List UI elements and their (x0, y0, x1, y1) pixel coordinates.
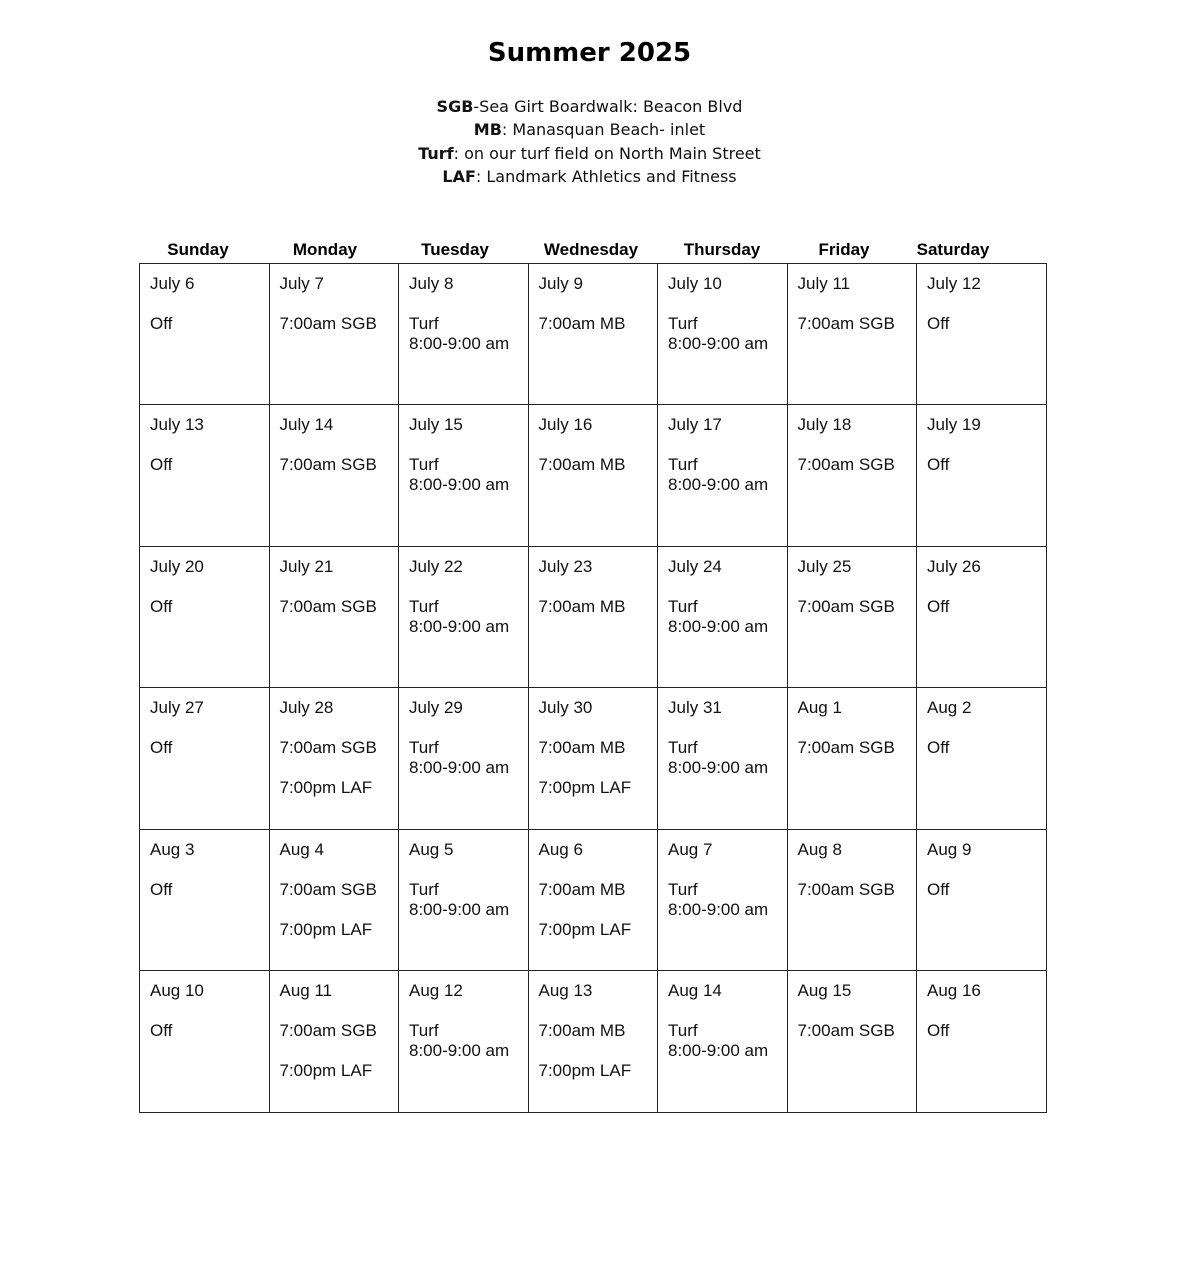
day-date: July 8 (409, 274, 454, 293)
legend-abbr: MB (473, 120, 502, 140)
session-line: 8:00-9:00 am (409, 758, 510, 777)
day-date: July 27 (150, 698, 204, 717)
day-date: July 21 (279, 557, 334, 576)
day-date: Aug 10 (150, 981, 204, 1000)
day-date: July 16 (538, 415, 593, 434)
day-date: July 7 (279, 274, 324, 293)
session-line: Off (150, 1021, 173, 1040)
session-line: Turf (409, 597, 439, 616)
session-line: 7:00am MB (538, 314, 626, 333)
calendar-day-cell (140, 405, 270, 547)
day-cell-content (270, 688, 399, 798)
day-cell-content (788, 830, 917, 900)
legend-desc: : Manasquan Beach- inlet (501, 120, 706, 140)
legend-abbr: Turf (418, 143, 454, 163)
day-date: Aug 5 (409, 840, 454, 859)
calendar-day-cell (658, 405, 788, 547)
evening-session-line: 7:00pm LAF (538, 920, 632, 939)
day-cell-content (917, 547, 1046, 617)
day-cell-content (270, 405, 399, 475)
day-cell-content (658, 547, 787, 637)
session-line: Off (927, 455, 950, 474)
schedule-calendar (139, 263, 1047, 1113)
calendar-day-cell (269, 405, 399, 547)
day-date: July 9 (538, 274, 583, 293)
session-line: 8:00-9:00 am (409, 900, 510, 919)
day-date: Aug 6 (538, 840, 583, 859)
day-date: Aug 1 (797, 698, 842, 717)
session-line: 7:00am SGB (797, 455, 895, 474)
calendar-day-cell (917, 830, 1047, 971)
day-cell-content (917, 830, 1046, 900)
session-line: Off (927, 880, 950, 899)
day-cell-content (140, 547, 269, 617)
calendar-day-cell (140, 971, 270, 1113)
day-date: Aug 2 (927, 698, 972, 717)
day-date: July 13 (150, 415, 204, 434)
day-date: July 28 (279, 698, 334, 717)
evening-session-line: 7:00pm LAF (279, 1061, 373, 1080)
day-date: Aug 7 (668, 840, 713, 859)
day-date: July 31 (668, 698, 722, 717)
session-line: 8:00-9:00 am (668, 1041, 769, 1060)
day-date: July 26 (927, 557, 981, 576)
day-cell-content (399, 547, 528, 637)
calendar-day-cell (917, 405, 1047, 547)
day-date: Aug 13 (538, 981, 593, 1000)
day-date: July 12 (927, 274, 981, 293)
session-line: 7:00am SGB (279, 738, 377, 757)
day-cell-content (399, 688, 528, 778)
calendar-day-cell (528, 688, 658, 830)
session-line: Turf (409, 455, 439, 474)
calendar-day-cell (917, 547, 1047, 688)
day-cell-content (399, 971, 528, 1061)
session-line: Off (150, 597, 173, 616)
legend-item-sgb (0, 95, 1179, 118)
calendar-day-cell (269, 971, 399, 1113)
session-line: 8:00-9:00 am (409, 617, 510, 636)
day-cell-content (529, 971, 658, 1081)
day-cell-content (658, 971, 787, 1061)
day-date: July 15 (409, 415, 463, 434)
calendar-day-cell (917, 688, 1047, 830)
session-line: 7:00am MB (538, 597, 626, 616)
day-cell-content (270, 830, 399, 940)
calendar-day-cell (528, 547, 658, 688)
session-line: Off (150, 880, 173, 899)
weekday-monday: Monday (292, 240, 358, 259)
session-line: 7:00am MB (538, 1021, 626, 1040)
legend-desc: -Sea Girt Boardwalk: Beacon Blvd (473, 97, 743, 116)
day-cell-content (529, 688, 658, 798)
session-line: 8:00-9:00 am (409, 1041, 510, 1060)
weekday-wednesday: Wednesday (543, 240, 639, 259)
day-cell-content (270, 547, 399, 617)
session-line: 8:00-9:00 am (668, 758, 769, 777)
session-line: 7:00am SGB (797, 597, 895, 616)
calendar-week-row (140, 971, 1047, 1113)
calendar-day-cell (399, 971, 529, 1113)
session-line: Turf (409, 314, 439, 333)
day-cell-content (658, 405, 787, 495)
day-cell-content (140, 405, 269, 475)
day-cell-content (399, 264, 528, 354)
day-cell-content (917, 405, 1046, 475)
calendar-day-cell (528, 830, 658, 971)
day-cell-content (270, 264, 399, 334)
day-date: Aug 4 (279, 840, 324, 859)
evening-session-line: 7:00pm LAF (538, 778, 632, 797)
session-line: 8:00-9:00 am (668, 617, 769, 636)
session-line: Off (150, 455, 173, 474)
session-line: Turf (409, 1021, 439, 1040)
session-line: 7:00am SGB (279, 597, 377, 616)
session-line: 7:00am SGB (797, 1021, 895, 1040)
legend-abbr: SGB (436, 97, 474, 116)
day-cell-content (917, 264, 1046, 334)
legend-desc: : on our turf field on North Main Street (453, 143, 761, 163)
session-line: Off (927, 314, 950, 333)
day-date: July 20 (150, 557, 204, 576)
day-cell-content (399, 405, 528, 495)
day-date: Aug 16 (927, 981, 981, 1000)
calendar-week-row (140, 830, 1047, 971)
weekday-friday: Friday (818, 240, 870, 259)
calendar-day-cell (658, 688, 788, 830)
day-date: Aug 11 (279, 981, 333, 1000)
day-date: Aug 3 (150, 840, 195, 859)
legend-item-mb (0, 118, 1179, 141)
calendar-day-cell (269, 547, 399, 688)
session-line: Off (927, 597, 950, 616)
session-line: Turf (668, 314, 698, 333)
day-cell-content (658, 264, 787, 354)
evening-session-line: 7:00pm LAF (279, 778, 373, 797)
session-line: 8:00-9:00 am (668, 334, 769, 353)
session-line: 7:00am MB (538, 738, 626, 757)
calendar-day-cell (787, 688, 917, 830)
evening-session-line: 7:00pm LAF (538, 1061, 632, 1080)
calendar-day-cell (269, 264, 399, 405)
page-title: Summer 2025 (487, 38, 692, 68)
calendar-day-cell (917, 264, 1047, 405)
weekday-header-row (139, 238, 1041, 262)
day-cell-content (140, 688, 269, 758)
calendar-week-row (140, 405, 1047, 547)
weekday-tuesday: Tuesday (421, 240, 489, 259)
calendar-day-cell (528, 264, 658, 405)
legend-item-laf (0, 165, 1179, 188)
session-line: Turf (668, 1021, 698, 1040)
session-line: 7:00am SGB (279, 314, 377, 333)
calendar-day-cell (658, 830, 788, 971)
calendar-week-row (140, 264, 1047, 405)
session-line: 7:00am MB (538, 880, 626, 899)
weekday-sunday: Sunday (167, 240, 229, 259)
calendar-day-cell (658, 547, 788, 688)
calendar-day-cell (269, 688, 399, 830)
day-cell-content (529, 264, 658, 334)
day-cell-content (140, 971, 269, 1041)
calendar-day-cell (528, 405, 658, 547)
day-date: July 6 (150, 274, 195, 293)
calendar-day-cell (140, 547, 270, 688)
calendar-day-cell (917, 971, 1047, 1113)
day-date: July 29 (409, 698, 463, 717)
session-line: 7:00am SGB (797, 314, 895, 333)
day-cell-content (399, 830, 528, 920)
calendar-day-cell (787, 971, 917, 1113)
day-cell-content (788, 547, 917, 617)
calendar-day-cell (787, 830, 917, 971)
session-line: Turf (668, 455, 698, 474)
evening-session-line: 7:00pm LAF (279, 920, 373, 939)
calendar-week-row (140, 688, 1047, 830)
weekday-thursday: Thursday (683, 240, 761, 259)
session-line: Turf (668, 738, 698, 757)
day-cell-content (140, 264, 269, 334)
session-line: 7:00am SGB (797, 880, 895, 899)
legend-abbr: LAF (442, 166, 476, 186)
session-line: 8:00-9:00 am (409, 475, 510, 494)
calendar-day-cell (269, 830, 399, 971)
day-cell-content (529, 405, 658, 475)
session-line: Turf (409, 880, 439, 899)
day-cell-content (788, 688, 917, 758)
legend-desc: : Landmark Athletics and Fitness (475, 166, 737, 186)
calendar-day-cell (399, 830, 529, 971)
day-cell-content (788, 971, 917, 1041)
session-line: 8:00-9:00 am (409, 334, 510, 353)
day-date: July 11 (797, 274, 851, 293)
calendar-day-cell (140, 830, 270, 971)
calendar-day-cell (528, 971, 658, 1113)
day-date: Aug 12 (409, 981, 463, 1000)
calendar-day-cell (399, 547, 529, 688)
calendar-day-cell (140, 688, 270, 830)
day-date: Aug 8 (797, 840, 842, 859)
calendar-day-cell (787, 264, 917, 405)
session-line: 7:00am SGB (279, 455, 377, 474)
day-date: July 22 (409, 557, 463, 576)
day-cell-content (529, 547, 658, 617)
day-date: July 17 (668, 415, 722, 434)
session-line: Off (927, 738, 950, 757)
day-cell-content (788, 264, 917, 334)
calendar-day-cell (399, 264, 529, 405)
day-cell-content (658, 688, 787, 778)
session-line: 7:00am SGB (279, 1021, 377, 1040)
session-line: Off (150, 738, 173, 757)
calendar-day-cell (658, 971, 788, 1113)
day-cell-content (270, 971, 399, 1081)
location-legend (0, 95, 1179, 188)
calendar-day-cell (658, 264, 788, 405)
session-line: Turf (668, 880, 698, 899)
calendar-day-cell (399, 405, 529, 547)
day-date: Aug 9 (927, 840, 972, 859)
day-date: Aug 14 (668, 981, 722, 1000)
day-date: July 25 (797, 557, 852, 576)
day-cell-content (140, 830, 269, 900)
session-line: 7:00am SGB (279, 880, 377, 899)
day-cell-content (658, 830, 787, 920)
session-line: Turf (668, 597, 698, 616)
day-cell-content (529, 830, 658, 940)
session-line: Turf (409, 738, 439, 757)
day-date: July 18 (797, 415, 852, 434)
session-line: 8:00-9:00 am (668, 900, 769, 919)
session-line: 7:00am MB (538, 455, 626, 474)
calendar-day-cell (140, 264, 270, 405)
day-cell-content (917, 971, 1046, 1041)
day-date: Aug 15 (797, 981, 852, 1000)
day-date: July 10 (668, 274, 722, 293)
day-cell-content (917, 688, 1046, 758)
session-line: Off (150, 314, 173, 333)
day-date: July 19 (927, 415, 981, 434)
session-line: 8:00-9:00 am (668, 475, 769, 494)
calendar-day-cell (787, 405, 917, 547)
day-date: July 23 (538, 557, 593, 576)
weekday-saturday: Saturday (916, 240, 990, 259)
day-cell-content (788, 405, 917, 475)
session-line: Off (927, 1021, 950, 1040)
day-date: July 30 (538, 698, 593, 717)
calendar-day-cell (399, 688, 529, 830)
day-date: July 14 (279, 415, 334, 434)
session-line: 7:00am SGB (797, 738, 895, 757)
calendar-day-cell (787, 547, 917, 688)
legend-item-turf (0, 142, 1179, 165)
day-date: July 24 (668, 557, 722, 576)
calendar-week-row (140, 547, 1047, 688)
